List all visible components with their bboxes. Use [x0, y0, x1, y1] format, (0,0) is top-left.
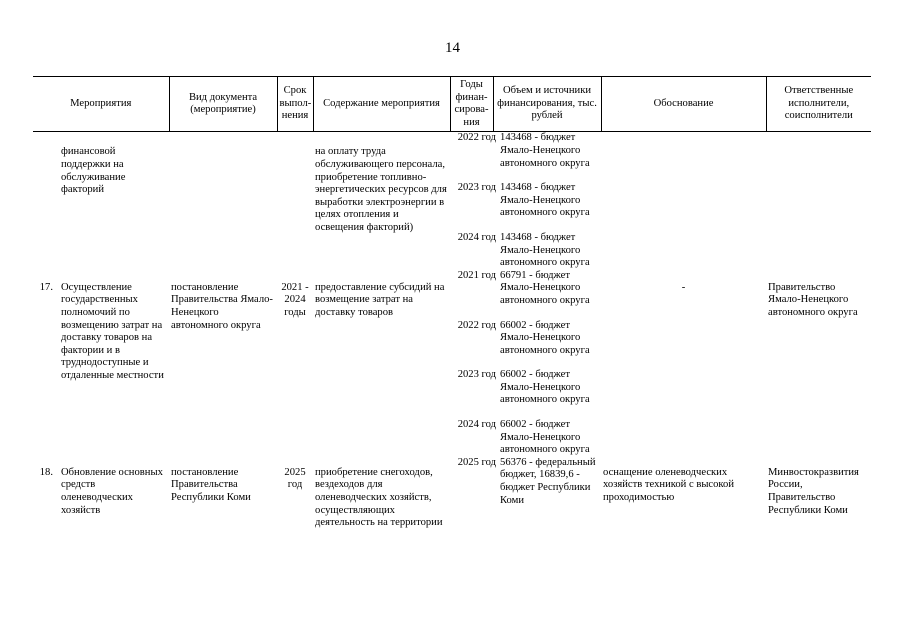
financing-year: 2024 год: [457, 231, 497, 243]
financing-entry: [450, 132, 601, 170]
event-cell: финансовой поддержки на обслуживание факторий: [61, 146, 126, 196]
responsible-cell: [766, 132, 871, 270]
financing-source: 143468 - бюджет Ямало-Ненецкого автономного округа: [500, 182, 590, 219]
basis-cell: оснащение оленеводческих хозяйств техникой с высокой проходимостью: [603, 466, 735, 504]
content-cell: на оплату труда обслуживающего персонала, приобретение топливно-энергетических ресурсов для выработки электроэнергии в целях отопления и освещения факторий): [315, 146, 447, 233]
row-number: 18.: [39, 466, 53, 478]
financing-cell: [450, 457, 601, 530]
financing-source: 56376 - федеральный бюджет, 16839,6 - бюджет Республики Коми: [500, 456, 596, 506]
header-term: Срок выпол-нения: [277, 77, 313, 132]
row-number: [33, 132, 59, 270]
header-volume: Объем и источники финансирования, тыс. рублей: [493, 77, 601, 132]
basis-cell: -: [681, 281, 686, 293]
events-table: [33, 76, 871, 530]
financing-year: 2025 год: [457, 456, 497, 468]
header-responsible: Ответственные исполнители, соисполнители: [766, 77, 871, 132]
responsible-cell: Минвостокразвития России, Правительство Республики Коми: [768, 466, 859, 516]
financing-year: 2021 год: [457, 269, 497, 281]
term-cell: 2025 год: [284, 466, 306, 491]
header-doc-type: Вид документа (мероприятие): [169, 77, 277, 132]
table-row: [33, 132, 871, 270]
term-cell: 2021 - 2024 годы: [281, 281, 309, 318]
financing-source: 66002 - бюджет Ямало-Ненецкого автономного округа: [500, 419, 590, 456]
basis-cell: [601, 132, 766, 270]
financing-entry: [450, 457, 601, 507]
financing-source: 66791 - бюджет Ямало-Ненецкого автономного округа: [500, 269, 590, 306]
financing-year: 2022 год: [457, 132, 497, 144]
financing-entry: [450, 369, 601, 407]
financing-cell: [450, 132, 601, 270]
row-number: 17.: [39, 281, 53, 293]
table-row: [33, 270, 871, 457]
financing-source: 143468 - бюджет Ямало-Ненецкого автономного округа: [500, 132, 590, 169]
financing-year: 2024 год: [457, 419, 497, 431]
event-cell: Обновление основных средств оленеводческих хозяйств: [61, 466, 163, 516]
financing-source: 143468 - бюджет Ямало-Ненецкого автономного округа: [500, 231, 590, 269]
financing-source: 66002 - бюджет Ямало-Ненецкого автономного округа: [500, 319, 590, 356]
financing-entry: [450, 232, 601, 270]
responsible-cell: Правительство Ямало-Ненецкого автономного округа: [768, 281, 858, 318]
financing-entry: [450, 419, 601, 457]
financing-entry: [450, 320, 601, 358]
financing-entry: [450, 270, 601, 308]
doc-type-cell: постановление Правительства Ямало-Ненецкого автономного округа: [171, 281, 273, 331]
event-cell: Осуществление государственных полномочий по возмещению затрат на доставку товаров на фактории и в труднодоступные и отдаленные местности: [61, 281, 164, 381]
table-header-row: [33, 77, 871, 132]
header-years: Годы финан-сирова-ния: [450, 77, 493, 132]
doc-type-cell: постановление Правительства Республики Коми: [171, 466, 251, 504]
term-cell: [277, 132, 313, 270]
table-row: [33, 457, 871, 530]
financing-year: 2023 год: [457, 182, 497, 194]
financing-cell: [450, 270, 601, 457]
content-cell: приобретение снегоходов, вездеходов для оленеводческих хозяйств, осуществляющих деятельность на территории: [315, 466, 443, 529]
financing-entry: [450, 182, 601, 220]
header-basis: Обоснование: [601, 77, 766, 132]
content-cell: предоставление субсидий на возмещение затрат на доставку товаров: [315, 281, 445, 318]
page-number: 14: [445, 40, 460, 56]
financing-source: 66002 - бюджет Ямало-Ненецкого автономного округа: [500, 369, 590, 406]
doc-type-cell: [169, 132, 277, 270]
header-event: Мероприятия: [33, 77, 169, 132]
header-content: Содержание мероприятия: [313, 77, 450, 132]
financing-year: 2023 год: [457, 369, 497, 381]
financing-year: 2022 год: [457, 319, 497, 331]
